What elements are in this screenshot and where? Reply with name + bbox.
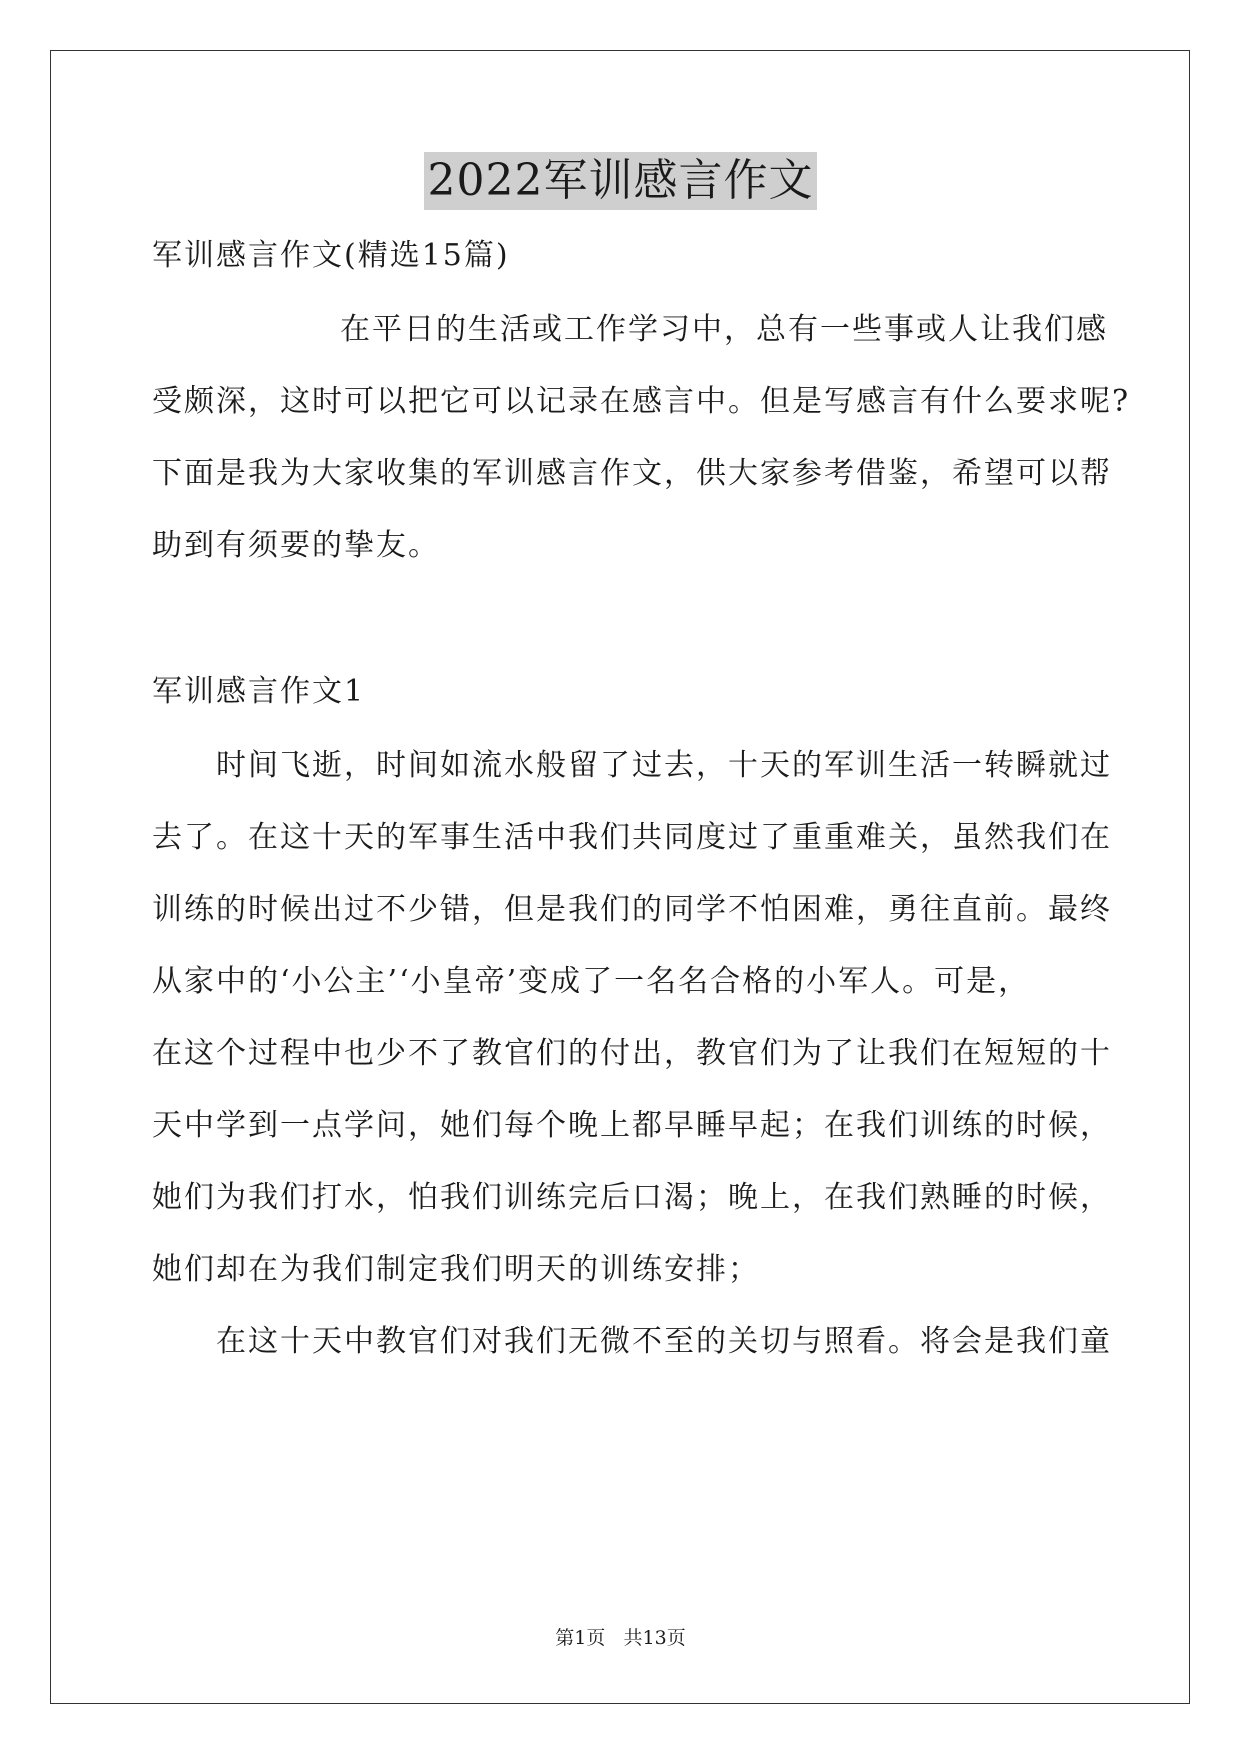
body-line: 时间飞逝，时间如流水般留了过去，十天的军训生活一转瞬就过 — [216, 748, 1112, 783]
document-title: 2022军训感言作文 — [424, 152, 818, 210]
body-line: 从家中的‘小公主’‘小皇帝’变成了一名名合格的小军人。可是， — [152, 964, 1031, 999]
page-footer — [0, 1626, 1241, 1650]
body-line: 天中学到一点学问，她们每个晚上都早睡早起；在我们训练的时候， — [152, 1108, 1112, 1143]
intro-line: 助到有须要的挚友。 — [152, 528, 440, 563]
page-border — [50, 50, 1190, 1704]
body-line: 在这个过程中也少不了教官们的付出，教官们为了让我们在短短的十 — [152, 1036, 1112, 1071]
page-total: 共13页 — [623, 1627, 686, 1649]
page-number: 第1页 — [555, 1627, 606, 1649]
intro-line: 下面是我为大家收集的军训感言作文，供大家参考借鉴，希望可以帮 — [152, 456, 1112, 491]
body-line: 训练的时候出过不少错，但是我们的同学不怕困难，勇往直前。最终 — [152, 892, 1112, 927]
intro-line: 在平日的生活或工作学习中，总有一些事或人让我们感 — [340, 312, 1108, 347]
body-line: 她们为我们打水，怕我们训练完后口渴；晚上，在我们熟睡的时候， — [152, 1180, 1112, 1215]
section-heading: 军训感言作文1 — [152, 674, 366, 709]
body-line: 她们却在为我们制定我们明天的训练安排； — [152, 1252, 760, 1287]
body-line: 在这十天中教官们对我们无微不至的关切与照看。将会是我们童 — [216, 1324, 1112, 1359]
document-subtitle: 军训感言作文(精选15篇) — [152, 238, 510, 273]
body-line: 去了。在这十天的军事生活中我们共同度过了重重难关，虽然我们在 — [152, 820, 1112, 855]
intro-line: 受颇深，这时可以把它可以记录在感言中。但是写感言有什么要求呢? — [152, 384, 1131, 419]
title-container — [0, 152, 1241, 210]
